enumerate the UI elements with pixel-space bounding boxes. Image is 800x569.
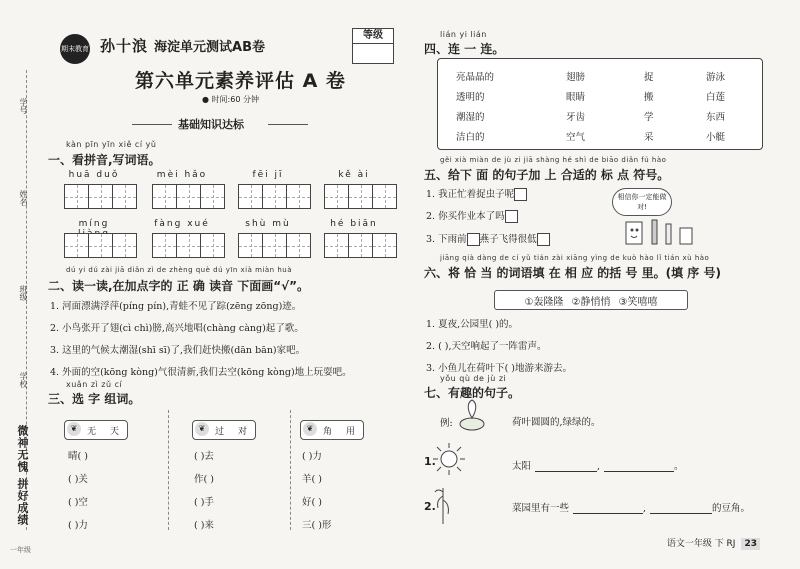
answer-blank[interactable] — [573, 513, 643, 514]
q6-pinyin: jiāng qià dàng de cí yǔ tián zài xiāng yìng de kuò hào lǐ tián xù hào — [440, 254, 710, 262]
q1-writing-grid[interactable] — [238, 184, 311, 209]
q2-line[interactable]: 2. 小鸟张开了翅(cì chì)膀,高兴地唱(chàng càng)起了歌。 — [50, 323, 304, 334]
q7-item-number: 2. — [424, 500, 436, 513]
q3-char: 过 — [215, 426, 225, 437]
q3-blank[interactable]: 羊( ) — [302, 474, 322, 485]
punctuation-box[interactable] — [505, 210, 518, 223]
match-item[interactable]: 亮晶晶的 — [456, 72, 495, 83]
match-item[interactable]: 透明的 — [456, 92, 485, 103]
q1-writing-grid[interactable] — [64, 233, 137, 258]
margin-footer: 一年级 — [10, 546, 31, 554]
label-name: 姓名 — [19, 190, 28, 206]
q4-title: 四、连 一 连。 — [424, 42, 505, 56]
q6-option: ③笑嘻嘻 — [618, 296, 658, 308]
q3-blank[interactable]: 好( ) — [302, 497, 322, 508]
q3-char: 天 — [110, 426, 120, 437]
q1-word-pinyin: huā duǒ — [68, 170, 120, 180]
q5-sentence[interactable]: 1. 我正忙着捉虫子呢 — [426, 186, 527, 201]
punctuation-box[interactable] — [537, 233, 550, 246]
q2-line[interactable]: 3. 这里的气候太潮湿(shī sī)了,我们赶快搬(dān bān)家吧。 — [50, 345, 306, 356]
q3-blank[interactable]: ( )力 — [302, 451, 322, 462]
q1-word-pinyin: mèi hǎo — [156, 170, 208, 180]
q5-pinyin: gěi xià miàn de jù zi jiā shàng hé shì de biāo diǎn fú hào — [440, 156, 667, 164]
page-footer — [667, 536, 760, 549]
matching-box — [437, 58, 763, 150]
answer-blank[interactable] — [650, 513, 712, 514]
punctuation-box[interactable] — [514, 188, 527, 201]
q3-blank[interactable]: ( )来 — [194, 520, 214, 531]
q1-word-pinyin: fēi jī — [252, 170, 284, 180]
q6-line[interactable]: 2. ( ),天空响起了一阵雷声。 — [426, 341, 547, 352]
series-name: 海淀单元测试AB卷 — [154, 40, 265, 55]
q1-writing-grid[interactable] — [64, 184, 137, 209]
q3-pinyin: xuǎn zì zǔ cí — [66, 380, 123, 389]
leaf-icon: ❦ — [67, 422, 81, 436]
banner-line-left — [132, 124, 172, 125]
q7-title: 七、有趣的句子。 — [424, 386, 521, 400]
brand-name: 孙十浪 — [100, 37, 149, 55]
q2-title: 二、读一读,在加点字的 正 确 读音 下面画“√”。 — [48, 279, 310, 293]
match-item[interactable]: 潮湿的 — [456, 112, 485, 123]
match-item[interactable]: 眼睛 — [566, 92, 586, 103]
answer-blank[interactable] — [535, 471, 597, 472]
exam-time: ● 时间:60 分钟 — [202, 95, 259, 104]
publisher-logo: 期末教育 — [60, 34, 90, 64]
section-banner — [150, 116, 290, 132]
q1-word-pinyin: míng — [78, 219, 110, 229]
q3-blank[interactable]: 晴( ) — [68, 451, 88, 462]
q6-option: ①轰隆隆 — [524, 296, 564, 308]
grade-label: 等级 — [353, 29, 393, 44]
divider — [290, 410, 291, 530]
q3-blank[interactable]: 三( )形 — [302, 520, 332, 531]
q7-example: 荷叶圆圆的,绿绿的。 — [512, 417, 601, 428]
q1-title: 一、看拼音,写词语。 — [48, 153, 161, 167]
q6-line[interactable]: 1. 夏夜,公园里( )的。 — [426, 319, 519, 330]
q1-word-pinyin: shù mù — [245, 219, 291, 229]
margin-strip — [0, 0, 46, 569]
q6-line[interactable]: 3. 小鱼儿在荷叶下( )地游来游去。 — [426, 363, 573, 374]
q3-blank[interactable]: ( )手 — [194, 497, 214, 508]
match-item[interactable]: 白莲 — [706, 92, 726, 103]
q7-example-label: 例: — [440, 418, 453, 429]
match-item[interactable]: 翅膀 — [566, 72, 586, 83]
leaf-icon: ❦ — [303, 422, 317, 436]
q3-blank[interactable]: ( )关 — [68, 474, 88, 485]
q6-title: 六、将 恰 当 的词语填 在 相 应 的括 号 里。(填 序 号) — [424, 266, 721, 280]
q5-sentence[interactable]: 2. 你买作业本了吗 — [426, 208, 518, 223]
q2-line[interactable]: 1. 河面漂满浮萍(píng pín),青蛙不见了踪(zēng zōng)迹。 — [50, 301, 302, 312]
answer-blank[interactable] — [604, 471, 674, 472]
q3-char: 对 — [238, 426, 248, 437]
q7-pinyin: yǒu qù de jù zi — [440, 374, 507, 383]
q1-word-pinyin: hé biān — [330, 219, 378, 229]
q5-title: 五、给下 面 的句子加 上 合适的 标 点 符号。 — [424, 168, 670, 182]
q1-word-pinyin: kě ài — [338, 170, 370, 180]
q6-option: ②静悄悄 — [571, 296, 611, 308]
lotus-leaf-icon — [458, 398, 486, 434]
q3-char: 无 — [87, 426, 97, 437]
divider — [168, 410, 169, 530]
q1-writing-grid[interactable] — [152, 233, 225, 258]
q7-item-number: 1. — [424, 455, 436, 468]
q3-blank[interactable]: ( )去 — [194, 451, 214, 462]
q3-choice-box — [192, 420, 256, 440]
q5-sentence[interactable]: 3. 下雨前 燕子飞得很低 — [426, 231, 550, 246]
match-item[interactable]: 游泳 — [706, 72, 726, 83]
q3-choice-box — [300, 420, 364, 440]
label-student-number: 学号 — [19, 98, 28, 114]
match-item[interactable]: 采 — [644, 132, 654, 143]
grade-box[interactable] — [352, 28, 394, 64]
q1-writing-grid[interactable] — [238, 233, 311, 258]
q1-writing-grid[interactable] — [324, 184, 397, 209]
match-item[interactable]: 牙齿 — [566, 112, 586, 123]
subject-label: 语文一年级 下 RJ — [666, 539, 736, 549]
q3-blank[interactable]: ( )力 — [68, 520, 88, 531]
q1-writing-grid[interactable] — [152, 184, 225, 209]
match-item[interactable]: 空气 — [566, 132, 586, 143]
encouragement-bubble: 相信你一定能做对! — [612, 188, 672, 216]
sun-icon — [432, 442, 466, 476]
q3-choice-box — [64, 420, 128, 440]
q1-word-pinyin: fàng xué — [154, 219, 210, 229]
q7-sentence-2[interactable]: 菜园里有一些 , 的豆角。 — [512, 503, 751, 514]
match-item[interactable]: 捉 — [644, 72, 654, 83]
q3-blank[interactable]: ( )空 — [68, 497, 88, 508]
bean-plant-icon — [432, 486, 454, 526]
series-title — [100, 35, 265, 56]
match-item[interactable]: 学 — [644, 112, 654, 123]
banner-line-right — [268, 124, 308, 125]
page-number: 23 — [741, 538, 760, 550]
punctuation-box[interactable] — [467, 233, 480, 246]
q2-line[interactable]: 4. 外面的空(kōng kòng)气很清新,我们去空(kōng kòng)地上玩耍吧。 — [50, 367, 352, 378]
q2-pinyin: dú yi dú zài jiā diǎn zì de zhèng què dú yīn xià miàn huà — [66, 266, 292, 274]
q3-blank[interactable]: 作( ) — [194, 474, 214, 485]
q1-pinyin: kàn pīn yīn xiě cí yǔ — [66, 140, 157, 149]
q3-char: 用 — [346, 426, 356, 437]
banner-text: 基础知识达标 — [178, 118, 244, 131]
exam-title: 第六单元素养评估 A 卷 — [135, 70, 346, 92]
stationery-illustration — [622, 218, 700, 248]
margin-motto: 微神无愧 拼好成绩 — [16, 425, 29, 526]
q3-char: 角 — [323, 426, 333, 437]
leaf-icon: ❦ — [195, 422, 209, 436]
match-item[interactable]: 小艇 — [706, 132, 726, 143]
q6-options — [494, 290, 688, 310]
q7-sentence-1[interactable]: 太阳 , 。 — [512, 461, 684, 472]
q3-title: 三、选 字 组词。 — [48, 392, 141, 406]
q4-pinyin: lián yi lián — [440, 30, 487, 39]
q1-writing-grid[interactable] — [324, 233, 397, 258]
match-item[interactable]: 东西 — [706, 112, 726, 123]
match-item[interactable]: 洁白的 — [456, 132, 485, 143]
match-item[interactable]: 搬 — [644, 92, 654, 103]
label-class: 班级 — [19, 285, 28, 301]
label-school: 学校 — [19, 372, 28, 388]
